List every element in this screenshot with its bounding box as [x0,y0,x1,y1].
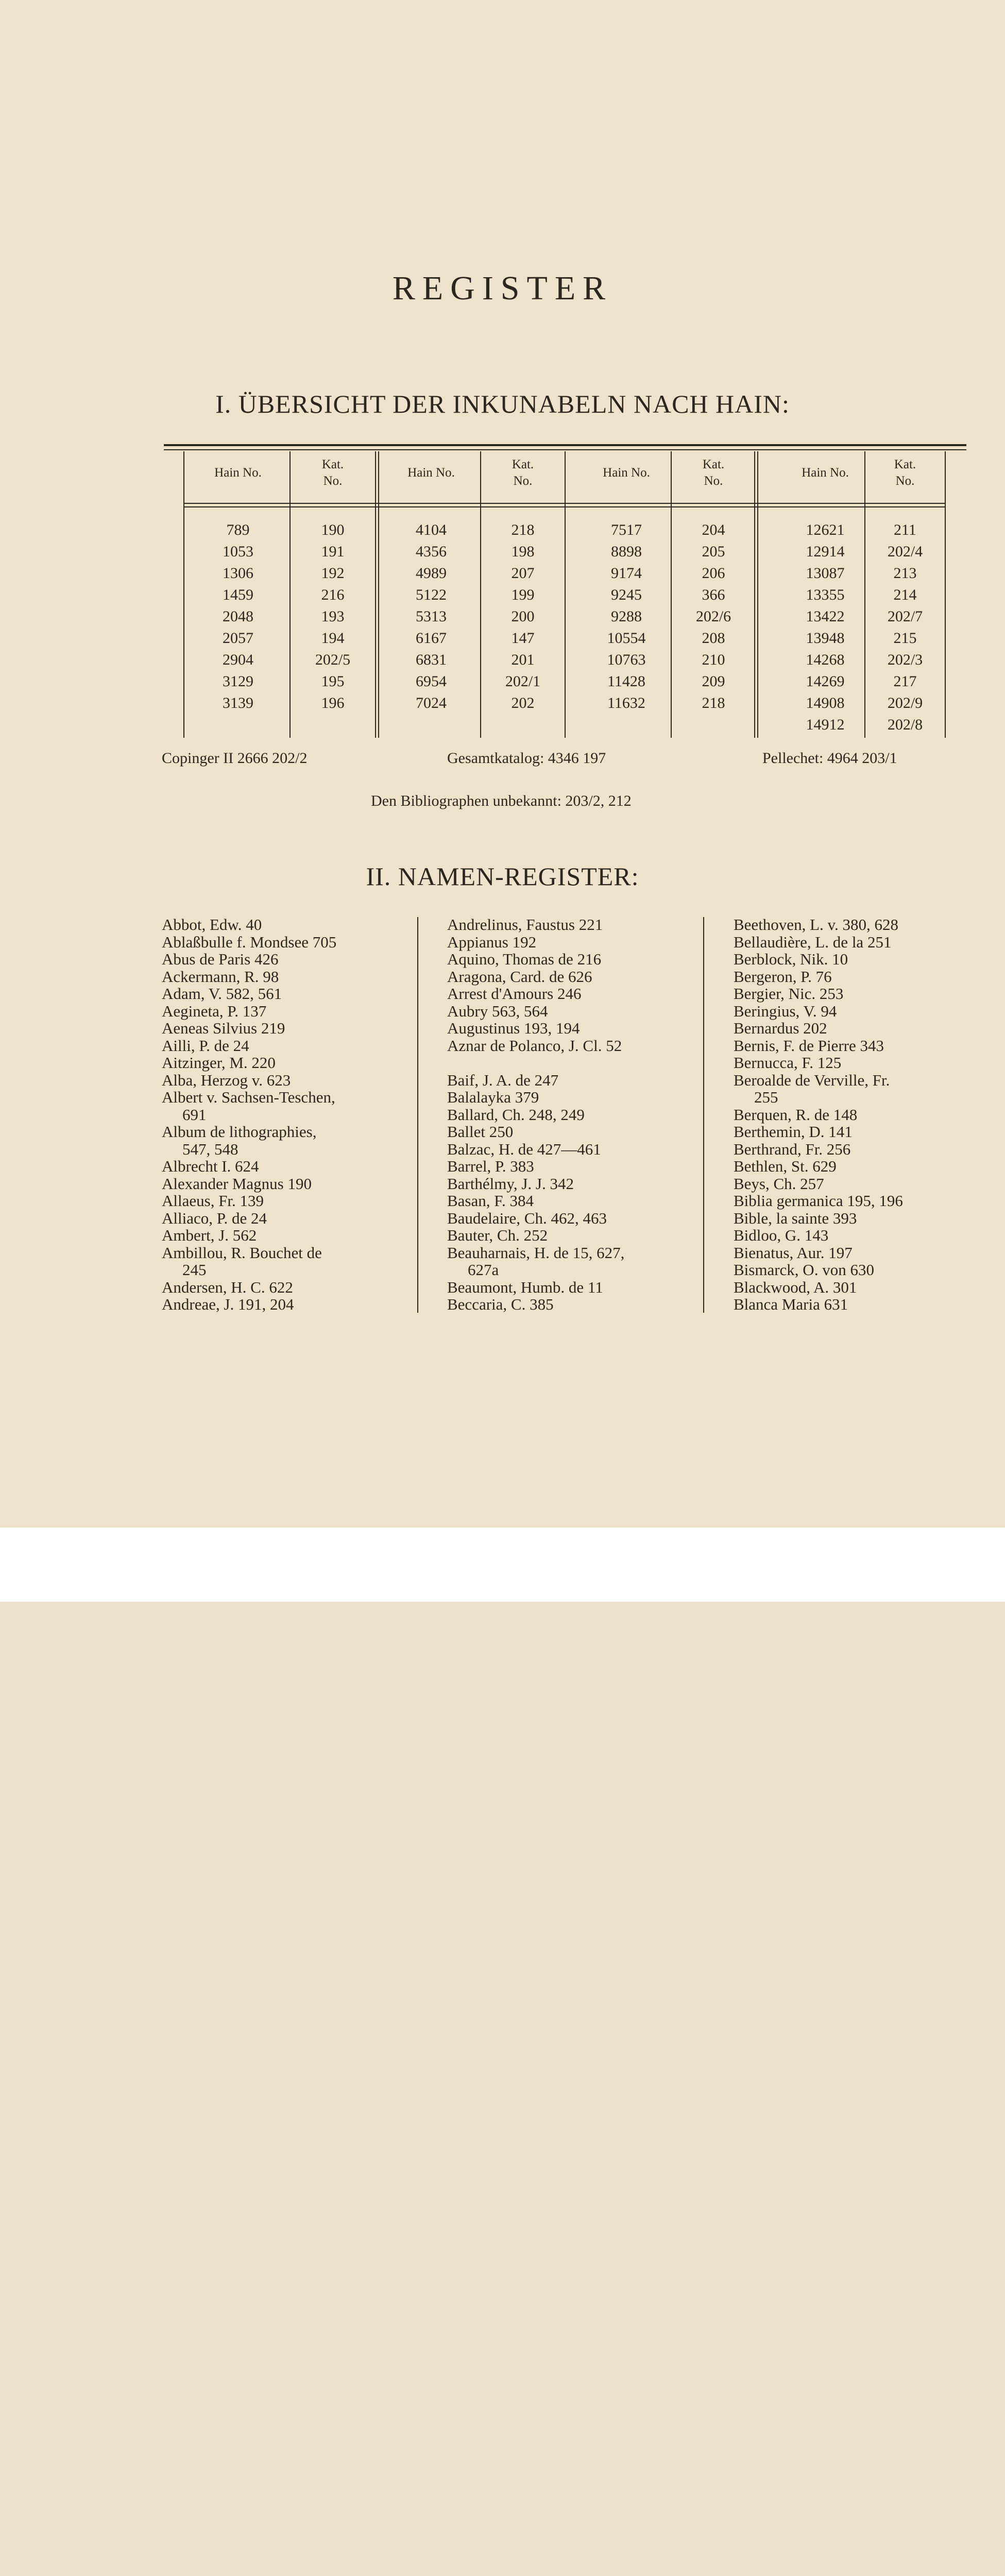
name-entry: Basan, F. 384 [447,1192,534,1210]
name-entry: Aeneas Silvius 219 [162,1019,285,1037]
header-kat-line: Kat. [512,457,534,471]
table-cell: 202/7 [887,608,923,625]
table-cell: 6954 [416,673,447,690]
name-entry: Bergier, Nic. 253 [734,985,844,1003]
table-cell: 11632 [607,694,645,711]
name-entry: Beringius, V. 94 [734,1002,837,1020]
name-entry: Andreae, J. 191, 204 [162,1295,294,1313]
table-cell: 366 [702,586,725,603]
table-cell: 201 [511,651,535,668]
name-entry: Bismarck, O. von 630 [734,1261,874,1279]
unbekannt-line: Den Bibliographen unbekannt: 203/2, 212 [371,792,632,809]
name-entry: 691 [182,1105,207,1124]
table-cell: 9245 [611,586,642,603]
name-entry: Aragona, Card. de 626 [447,967,592,986]
page-title: REGISTER [392,269,613,307]
table-cell: 5313 [416,608,447,625]
name-entry: 245 [182,1261,207,1279]
table-cell: 1459 [223,586,253,603]
table-cell: 205 [702,543,725,560]
name-entry: Baif, J. A. de 247 [447,1071,559,1089]
table-cell: 9174 [611,565,642,582]
table-top-rule-thick [164,444,966,446]
name-entry: Andrelinus, Faustus 221 [447,916,603,934]
table-cell: 7517 [611,521,642,538]
name-entry: Bauter, Ch. 252 [447,1226,548,1244]
table-cell: 4989 [416,565,447,582]
name-entry: Ablaßbulle f. Mondsee 705 [162,933,337,951]
name-entry: Berthemin, D. 141 [734,1123,853,1141]
name-entry: Bible, la sainte 393 [734,1209,857,1227]
table-header-rule-2 [183,506,945,507]
table-cell: 13948 [806,630,845,647]
spacer [447,1054,624,1072]
name-entry: Allaeus, Fr. 139 [162,1192,264,1210]
table-cell: 217 [893,673,917,690]
table-cell: 14268 [806,651,845,668]
name-entry: Appianus 192 [447,933,537,951]
header-kat-no [292,456,374,489]
header-hain-no: Hain No. [407,466,455,480]
table-cell: 6831 [416,651,447,668]
section2-heading: II. NAMEN-REGISTER: [366,862,639,891]
name-entry: Bernucca, F. 125 [734,1054,842,1072]
header-no-line: No. [895,474,915,488]
name-entry: Augustinus 193, 194 [447,1019,580,1037]
table-cell: 202/3 [887,651,923,668]
table-cell: 207 [511,565,535,582]
name-entry: Bienatus, Aur. 197 [734,1243,853,1262]
table-cell: 5122 [416,586,447,603]
gesamtkatalog-line: Gesamtkatalog: 4346 197 [447,750,606,767]
name-entry: Ambert, J. 562 [162,1226,257,1244]
name-entry: Beccaria, C. 385 [447,1295,554,1313]
name-entry: Bethlen, St. 629 [734,1157,837,1175]
names-column-3 [734,916,903,1313]
table-cell: 13422 [806,608,845,625]
table-cell: 209 [702,673,725,690]
name-entry: Barthélmy, J. J. 342 [447,1174,574,1193]
table-cell: 11428 [607,673,645,690]
name-entry: 547, 548 [182,1140,239,1158]
table-cell: 218 [702,694,725,711]
name-entry: Ballard, Ch. 248, 249 [447,1105,585,1124]
name-entry: Balzac, H. de 427—461 [447,1140,601,1158]
table-cell: 208 [702,630,725,647]
header-kat-no [482,456,564,489]
section1-heading: I. ÜBERSICHT DER INKUNABELN NACH HAIN: [215,389,790,418]
table-cell: 12621 [806,521,845,538]
column-divider-2 [703,917,704,1313]
name-entry: Beauharnais, H. de 15, 627, [447,1243,625,1262]
name-entry: Bergeron, P. 76 [734,967,832,986]
name-entry: Biblia germanica 195, 196 [734,1192,903,1210]
table-cell: 789 [226,521,250,538]
table-cell: 199 [511,586,535,603]
footer-bar [0,1528,1005,1602]
name-entry: 627a [468,1261,499,1279]
name-entry: Aquino, Thomas de 216 [447,950,602,968]
header-hain-no: Hain No. [802,466,849,480]
table-cell: 214 [893,586,917,603]
name-entry: Ackermann, R. 98 [162,967,279,986]
table-cell: 1306 [223,565,253,582]
table-cell: 10554 [607,630,646,647]
name-entry: Albert v. Sachsen-Teschen, [162,1088,335,1106]
table-cell: 191 [321,543,345,560]
table-cell: 194 [321,630,345,647]
name-entry: Ailli, P. de 24 [162,1036,249,1055]
header-kat-line: Kat. [894,457,916,471]
name-entry: Bernis, F. de Pierre 343 [734,1036,884,1055]
name-entry: Berthrand, Fr. 256 [734,1140,851,1158]
table-cell: 192 [321,565,345,582]
table-cell: 1053 [223,543,253,560]
header-no-line: No. [513,474,533,488]
table-cell: 13087 [806,565,845,582]
name-entry: Arrest d'Amours 246 [447,985,582,1003]
table-cell: 6167 [416,630,447,647]
name-entry: Bellaudière, L. de la 251 [734,933,892,951]
table-column-divider [378,451,379,738]
name-entry: Ballet 250 [447,1123,514,1141]
table-cell: 216 [321,586,345,603]
table-cell: 195 [321,673,345,690]
name-entry: Berblock, Nik. 10 [734,950,848,968]
table-cell: 2048 [223,608,253,625]
name-entry: Alba, Herzog v. 623 [162,1071,291,1089]
name-entry: Blackwood, A. 301 [734,1278,857,1296]
table-cell: 4356 [416,543,447,560]
names-column-2 [447,916,624,1313]
name-entry: Aubry 563, 564 [447,1002,548,1020]
name-entry: Aznar de Polanco, J. Cl. 52 [447,1036,622,1055]
names-column-1 [162,916,336,1313]
name-entry: Album de lithographies, [162,1123,317,1141]
header-no-line: No. [704,474,723,488]
table-cell: 193 [321,608,345,625]
copinger-line: Copinger II 2666 202/2 [162,750,308,767]
table-cell: 202 [511,694,535,711]
table-cell: 202/1 [505,673,541,690]
table-cell: 14269 [806,673,845,690]
table-cell: 2057 [223,630,253,647]
name-entry: Beys, Ch. 257 [734,1174,824,1193]
table-cell: 202/4 [887,543,923,560]
name-entry: Blanca Maria 631 [734,1295,848,1313]
table-cell: 204 [702,521,725,538]
name-entry: Andersen, H. C. 622 [162,1278,293,1296]
name-entry: Berquen, R. de 148 [734,1105,858,1124]
name-entry: Bernardus 202 [734,1019,827,1037]
header-hain-no: Hain No. [603,466,650,480]
name-entry: Beroalde de Verville, Fr. [734,1071,890,1089]
header-hain-no: Hain No. [214,466,262,480]
table-column-divider [757,451,758,738]
header-kat-no [864,456,946,489]
table-cell: 196 [321,694,345,711]
name-entry: Aitzinger, M. 220 [162,1054,276,1072]
table-cell: 213 [893,565,917,582]
name-entry: 255 [754,1088,778,1106]
table-cell: 4104 [416,521,447,538]
name-entry: Aegineta, P. 137 [162,1002,267,1020]
header-kat-line: Kat. [321,457,344,471]
table-cell: 202/6 [695,608,731,625]
header-no-line: No. [323,474,343,488]
table-cell: 7024 [416,694,447,711]
name-entry: Albrecht I. 624 [162,1157,259,1175]
table-cell: 2904 [223,651,253,668]
name-entry: Ambillou, R. Bouchet de [162,1243,322,1262]
header-kat-no [672,456,755,489]
table-cell: 13355 [806,586,845,603]
table-cell: 190 [321,521,345,538]
table-cell: 202/8 [887,716,923,733]
table-cell: 3139 [223,694,253,711]
name-entry: Adam, V. 582, 561 [162,985,282,1003]
name-entry: Alliaco, P. de 24 [162,1209,267,1227]
table-cell: 218 [511,521,535,538]
table-header-rule-1 [183,503,945,504]
table-cell: 3129 [223,673,253,690]
table-cell: 8898 [611,543,642,560]
table-cell: 210 [702,651,725,668]
table-cell: 202/5 [315,651,351,668]
name-entry: Abus de Paris 426 [162,950,279,968]
name-entry: Barrel, P. 383 [447,1157,534,1175]
table-cell: 9288 [611,608,642,625]
pellechet-line: Pellechet: 4964 203/1 [762,750,897,767]
table-cell: 206 [702,565,725,582]
name-entry: Balalayka 379 [447,1088,539,1106]
table-column-divider [183,451,184,738]
name-entry: Beethoven, L. v. 380, 628 [734,916,898,934]
table-cell: 198 [511,543,535,560]
name-entry: Abbot, Edw. 40 [162,916,262,934]
name-entry: Beaumont, Humb. de 11 [447,1278,603,1296]
name-entry: Alexander Magnus 190 [162,1174,312,1193]
header-kat-line: Kat. [702,457,725,471]
table-cell: 215 [893,630,917,647]
table-cell: 202/9 [887,694,923,711]
table-cell: 147 [511,630,535,647]
table-cell: 14912 [806,716,845,733]
table-cell: 10763 [607,651,646,668]
table-cell: 14908 [806,694,845,711]
table-top-rule-thin [164,449,966,450]
table-cell: 211 [894,521,916,538]
name-entry: Baudelaire, Ch. 462, 463 [447,1209,607,1227]
column-divider-1 [417,917,418,1313]
table-cell: 12914 [806,543,845,560]
table-cell: 200 [511,608,535,625]
name-entry: Bidloo, G. 143 [734,1226,829,1244]
